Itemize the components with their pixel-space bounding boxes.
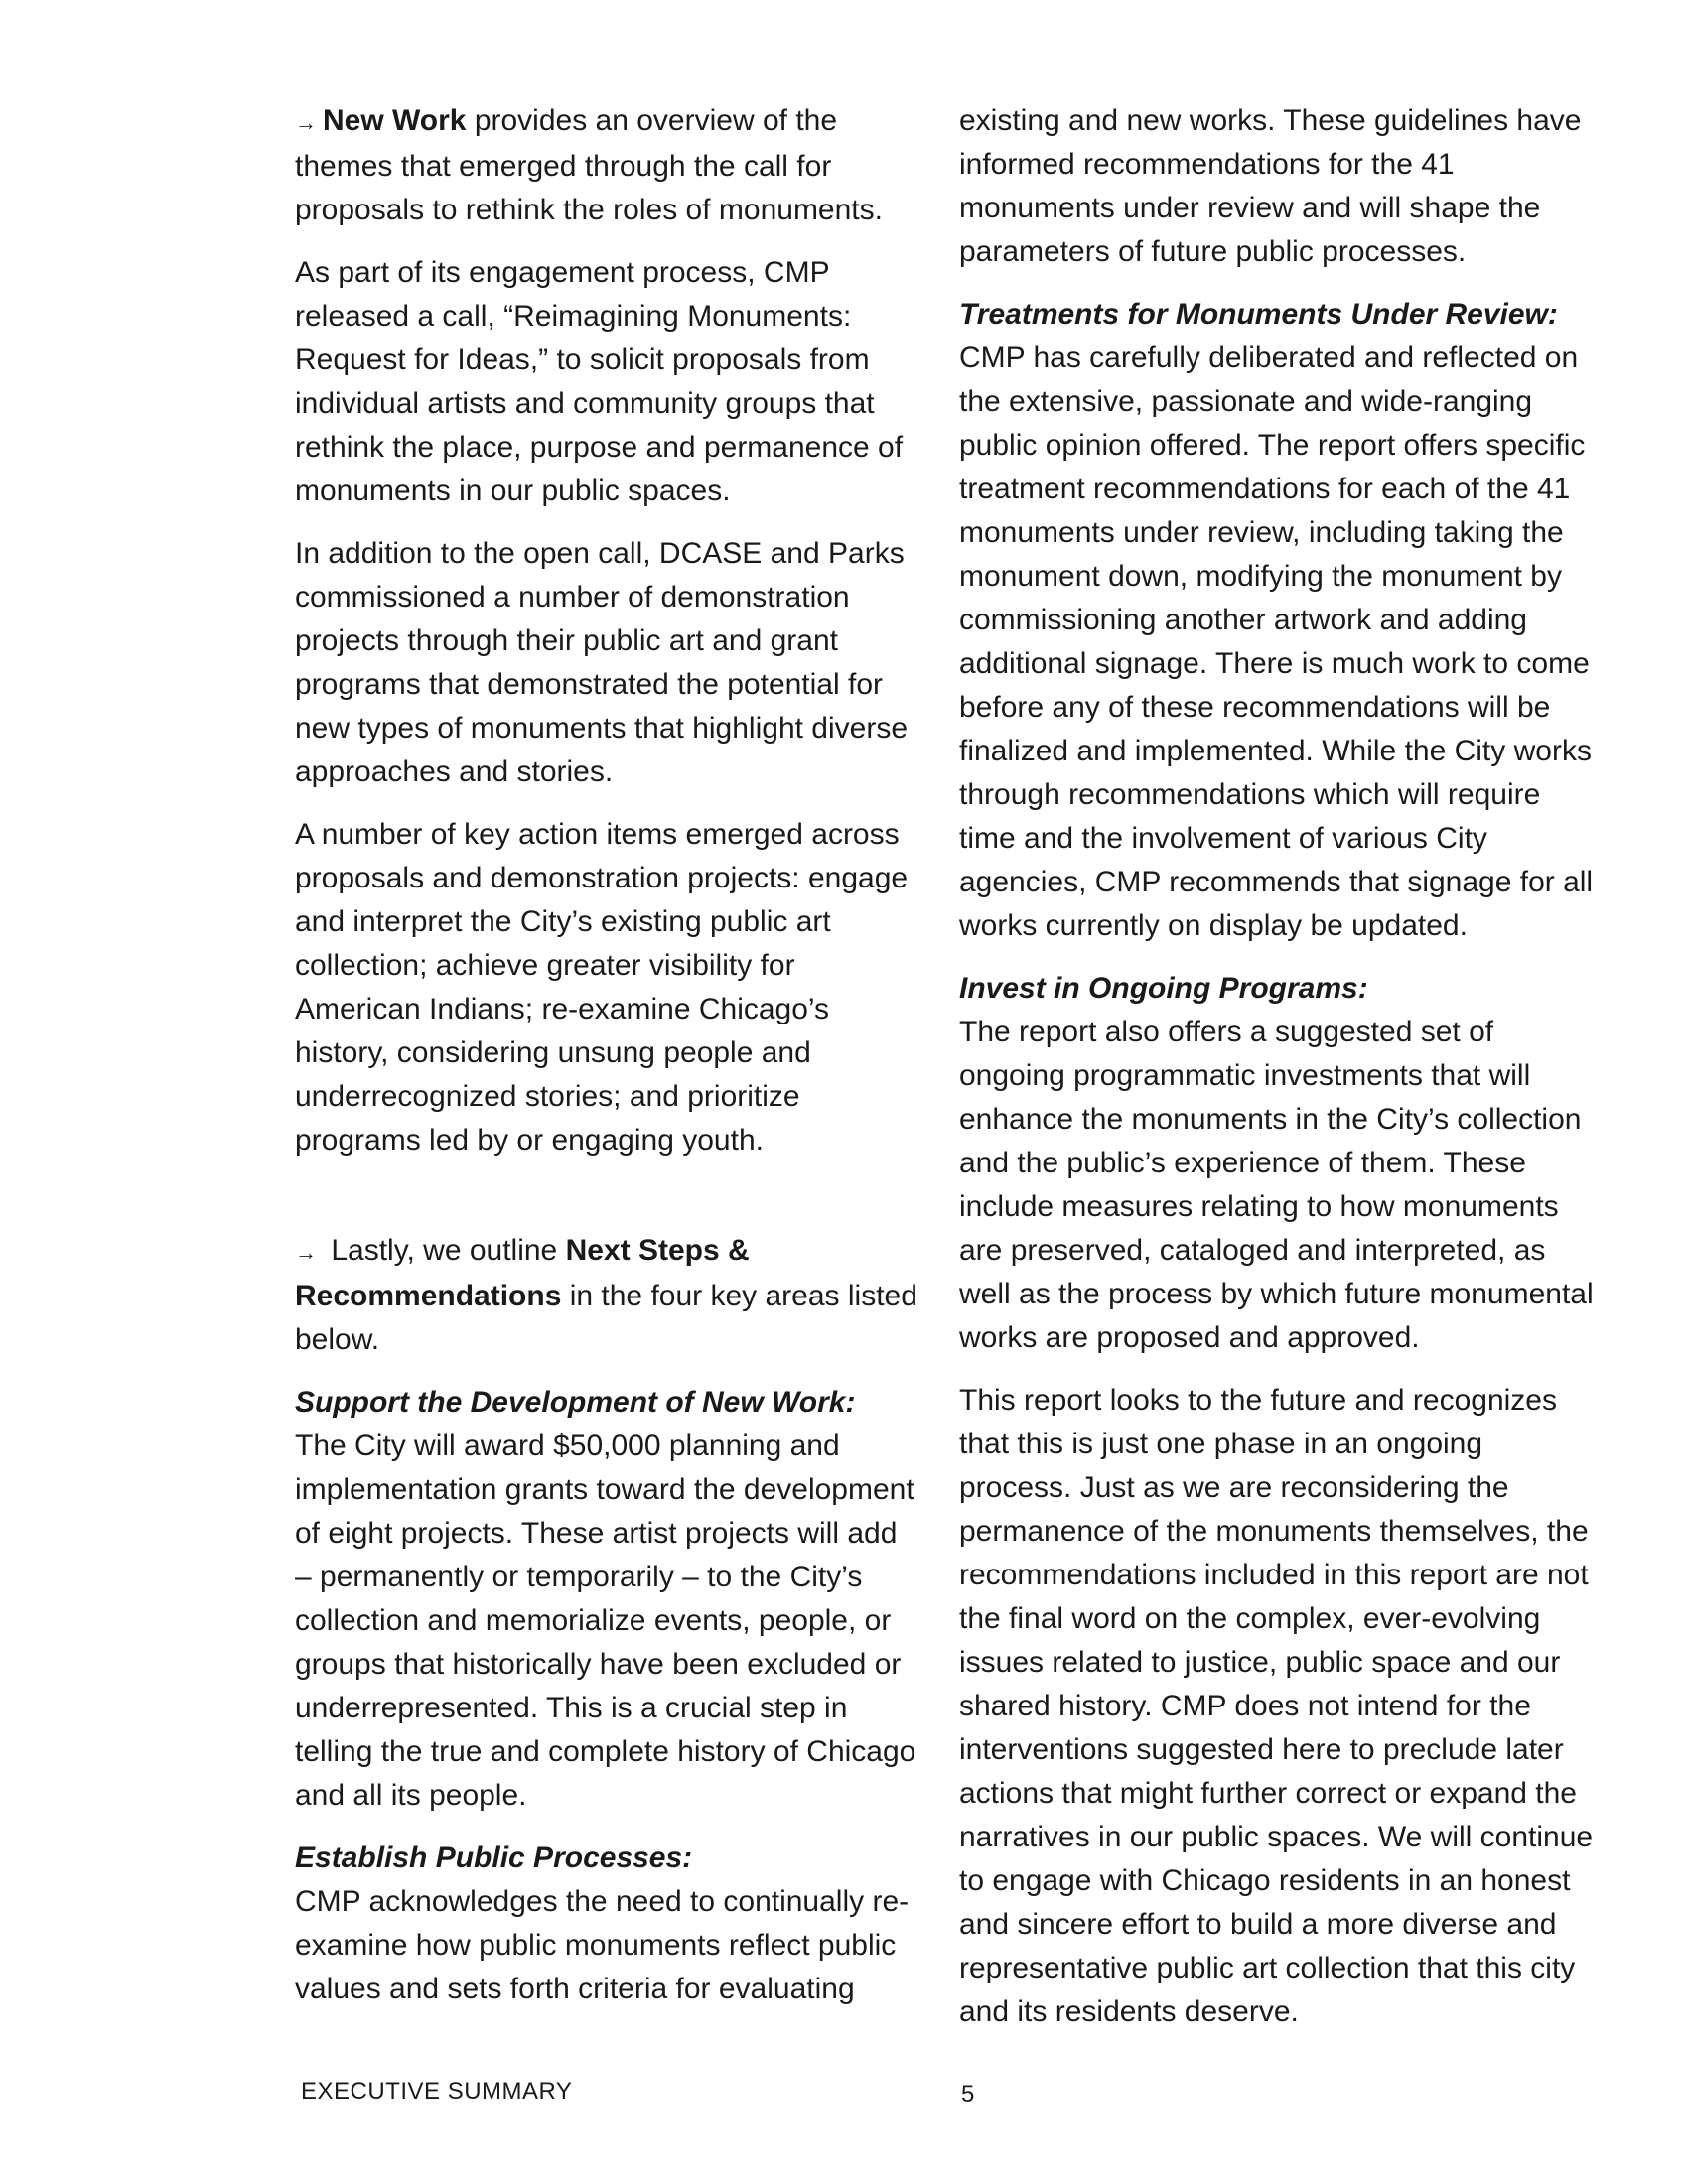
new-work-label: New Work (323, 104, 467, 137)
page-number: 5 (961, 2081, 975, 2108)
engagement-paragraph: As part of its engagement process, CMP released a call, “Reimagining Monuments: Request for Ideas,” to solicit proposals from individual artists and community groups that rethink the place, purpose and permanence of monuments in our public spaces. (295, 256, 904, 507)
closing-paragraph: This report looks to the future and recognizes that this is just one phase in an ongoing process. Just as we are reconsidering the permanence of the monuments themselves, the recommendations included in this report are not the final word on the complex, ever-evolving issues related to justice, public space and our shared history. CMP does not intend for the interventions suggested here to preclude later actions that might further correct or expand the narratives in our public spaces. We will continue to engage with Chicago residents in an honest and sincere effort to build a more diverse and representative public art collection that this city and its residents deserve. (959, 1384, 1594, 2028)
next-steps-pre: Lastly, we outline (323, 1234, 566, 1267)
new-work-text: provides an overview of the themes that emerged through the call for proposals to rethink the roles of monuments. (295, 104, 883, 226)
arrow-right-icon: → (295, 110, 317, 135)
arrow-right-icon: → (295, 1240, 317, 1265)
treatments-section (959, 293, 1595, 948)
establish-heading: Establish Public Processes: (295, 1842, 693, 1874)
treatments-heading: Treatments for Monuments Under Review: (959, 298, 1558, 331)
support-section (295, 1381, 920, 1818)
new-work-paragraph (295, 99, 920, 232)
next-steps-post: in the four key areas listed below. (295, 1280, 917, 1356)
demonstration-paragraph: In addition to the open call, DCASE and Parks commissioned a number of demonstration projects through their public art and grant programs that demonstrated the potential for new types of monuments that highlight diverse approaches and stories. (295, 537, 909, 788)
footer-section-title: EXECUTIVE SUMMARY (301, 2078, 573, 2105)
next-steps-paragraph (295, 1229, 920, 1362)
invest-section (959, 967, 1595, 1360)
establish-section (295, 1837, 920, 2011)
invest-body: The report also offers a suggested set of ongoing programmatic investments that will enhance the monuments in the City’s collection and the public’s experience of them. These include measures relating to how monuments are preserved, cataloged and interpreted, as well as the process by which future monumental works are proposed and approved. (959, 1016, 1594, 1354)
guidelines-continuation: existing and new works. These guidelines have informed recommendations for the 41 monuments under review and will shape the parameters of future public processes. (959, 104, 1582, 268)
left-column (295, 99, 920, 2030)
invest-heading: Invest in Ongoing Programs: (959, 972, 1368, 1005)
next-steps-label: Next Steps & Recommendations (295, 1234, 750, 1312)
right-column (959, 99, 1595, 2053)
support-body: The City will award $50,000 planning and implementation grants toward the development of eight projects. These artist projects will add – permanently or temporarily – to the City’s collection and memorialize events, people, or groups that historically have been excluded or underrepresented. This is a crucial step in telling the true and complete history of Chicago and all its people. (295, 1430, 916, 1812)
establish-body: CMP acknowledges the need to continually re-examine how public monuments reflect public values and sets forth criteria for evaluating (295, 1885, 910, 2005)
action-items-paragraph: A number of key action items emerged across proposals and demonstration projects: engage and interpret the City’s existing public art collection; achieve greater visibility for American Indians; re-examine Chicago’s history, considering unsung people and underrecognized stories; and prioritize programs led by or engaging youth. (295, 818, 909, 1157)
support-heading: Support the Development of New Work: (295, 1386, 856, 1419)
treatments-body: CMP has carefully deliberated and reflected on the extensive, passionate and wide-ranging public opinion offered. The report offers specific treatment recommendations for each of the 41 monuments under review, including taking the monument down, modifying the monument by commissioning another artwork and adding additional signage. There is much work to come before any of these recommendations will be finalized and implemented. While the City works through recommendations which will require time and the involvement of various City agencies, CMP recommends that signage for all works currently on display be updated. (959, 341, 1594, 942)
